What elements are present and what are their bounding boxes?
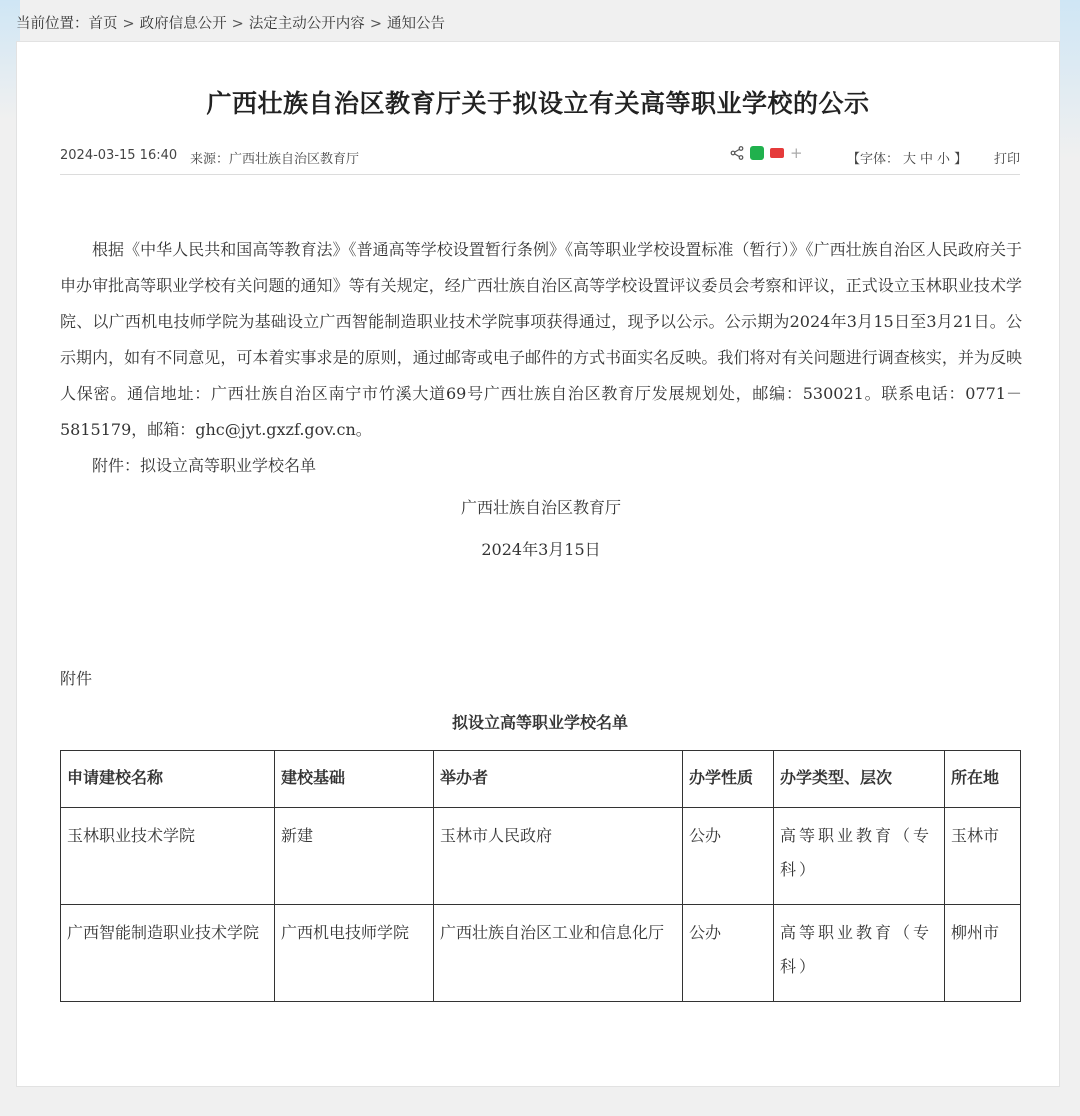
font-size-label: 【字体：	[847, 152, 900, 167]
cell-school-name: 玉林职业技术学院	[61, 808, 275, 905]
cell-nature: 公办	[683, 808, 774, 905]
header-school-name: 申请建校名称	[61, 751, 275, 808]
annex-label: 附件	[60, 669, 93, 688]
font-size-small[interactable]: 小	[937, 152, 951, 167]
attachment-line: 附件：拟设立高等职业学校名单	[92, 456, 317, 475]
font-size-selector	[845, 148, 969, 167]
breadcrumb-notices[interactable]: 通知公告	[386, 16, 445, 32]
cell-sponsor: 广西壮族自治区工业和信息化厅	[434, 905, 683, 1002]
breadcrumb-separator: >	[122, 16, 135, 32]
breadcrumb-prefix: 当前位置：	[16, 16, 89, 32]
signature: 广西壮族自治区教育厅	[460, 498, 621, 517]
background-accent-right	[1060, 0, 1080, 160]
share-icon[interactable]	[730, 146, 744, 160]
cell-type-level: 高等职业教育（专科）	[774, 905, 945, 1002]
header-basis: 建校基础	[275, 751, 434, 808]
cell-nature: 公办	[683, 905, 774, 1002]
table-title: 拟设立高等职业学校名单	[451, 713, 628, 732]
font-size-large[interactable]: 大	[903, 152, 917, 167]
breadcrumb-gov-info[interactable]: 政府信息公开	[139, 16, 227, 32]
article-panel	[16, 41, 1060, 1087]
article-meta-bar	[60, 146, 1020, 175]
breadcrumb-statutory[interactable]: 法定主动公开内容	[248, 16, 365, 32]
cell-location: 柳州市	[945, 905, 1021, 1002]
cell-type-level: 高等职业教育（专科）	[774, 808, 945, 905]
cell-location: 玉林市	[945, 808, 1021, 905]
schools-table	[60, 750, 1021, 1002]
breadcrumb-separator: >	[231, 16, 244, 32]
plus-icon[interactable]: +	[790, 144, 803, 162]
body-paragraph: 根据《中华人民共和国高等教育法》《普通高等学校设置暂行条例》《高等职业学校设置标准（暂行）》《广西壮族自治区人民政府关于申办审批高等职业学校有关问题的通知》等有关规定，经广西壮族自治区高等学校设置评议委员会考察和评议，正式设立玉林职业技术学院、以广西机电技师学院为基础设立广西智能制造职业技术学院事项获得通过，现予以公示。公示期为2024年3月15日至3月21日。公示期内，如有不同意见，可本着实事求是的原则，通过邮寄或电子邮件的方式书面实名反映。我们将对有关问题进行调查核实，并为反映人保密。通信地址：广西壮族自治区南宁市竹溪大道69号广西壮族自治区教育厅发展规划处，邮编：530021。联系电话：0771－5815179，邮箱：ghc@jyt.gxzf.gov.cn。	[60, 240, 1022, 439]
table-row	[61, 905, 1021, 1002]
cell-sponsor: 玉林市人民政府	[434, 808, 683, 905]
toutiao-icon[interactable]	[770, 148, 784, 158]
header-sponsor: 举办者	[434, 751, 683, 808]
cell-basis: 新建	[275, 808, 434, 905]
print-button[interactable]: 打印	[993, 152, 1020, 167]
page-title: 广西壮族自治区教育厅关于拟设立有关高等职业学校的公示	[206, 89, 870, 118]
header-nature: 办学性质	[683, 751, 774, 808]
font-size-end: 】	[954, 152, 968, 167]
cell-basis: 广西机电技师学院	[275, 905, 434, 1002]
font-size-medium[interactable]: 中	[920, 152, 934, 167]
article-body	[60, 232, 1022, 568]
table-row	[61, 808, 1021, 905]
cell-school-name: 广西智能制造职业技术学院	[61, 905, 275, 1002]
share-tools	[730, 146, 803, 160]
breadcrumb	[16, 12, 445, 33]
article-source: 来源：广西壮族自治区教育厅	[190, 152, 360, 167]
publish-date: 2024-03-15 16:40	[60, 148, 178, 163]
sign-date: 2024年3月15日	[481, 540, 601, 559]
breadcrumb-separator: >	[369, 16, 382, 32]
wechat-icon[interactable]	[750, 146, 764, 160]
header-location: 所在地	[945, 751, 1021, 808]
table-header-row	[61, 751, 1021, 808]
breadcrumb-home[interactable]: 首页	[88, 16, 118, 32]
header-type-level: 办学类型、层次	[774, 751, 945, 808]
